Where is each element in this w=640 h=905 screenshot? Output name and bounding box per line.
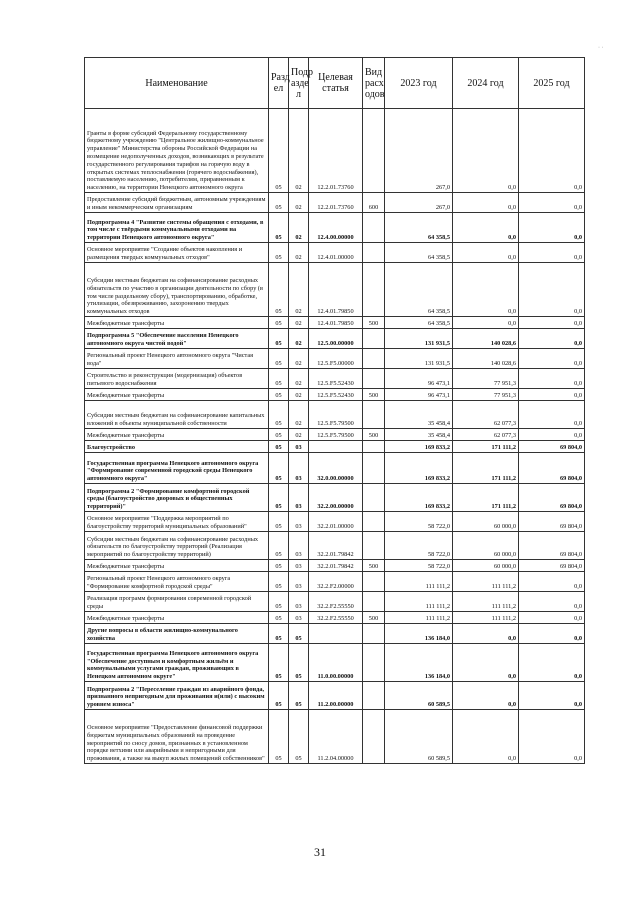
cell-2025: 0,0: [519, 263, 585, 317]
cell-target: 12.5.F5.00000: [309, 349, 363, 369]
cell-2025: 69 804,0: [519, 453, 585, 484]
cell-name: Другие вопросы в области жилищно-коммунального хозяйства: [85, 624, 269, 644]
cell-2025: 0,0: [519, 193, 585, 213]
cell-2025: 0,0: [519, 682, 585, 710]
cell-2025: 0,0: [519, 389, 585, 401]
table-row: [85, 329, 585, 349]
cell-name: Основное мероприятие "Поддержка мероприятий по благоустройству территорий муниципальных образований": [85, 512, 269, 532]
cell-name: Межбюджетные трансферты: [85, 429, 269, 441]
cell-target: 12.4.00.00000: [309, 213, 363, 243]
cell-2024: 60 000,0: [453, 512, 519, 532]
page-number: 31: [314, 845, 326, 859]
cell-vid: [363, 624, 385, 644]
cell-podrazdel: 02: [289, 109, 309, 193]
table-row: [85, 213, 585, 243]
cell-vid: [363, 453, 385, 484]
cell-razdel: 05: [269, 193, 289, 213]
cell-vid: [363, 263, 385, 317]
cell-name: Реализация программ формирования современной городской среды: [85, 592, 269, 612]
cell-2025: 69 804,0: [519, 560, 585, 572]
cell-razdel: 05: [269, 572, 289, 592]
cell-podrazdel: 03: [289, 512, 309, 532]
cell-name: Подпрограмма 2 "Формирование комфортной городской среды (благоустройство дворовых и общественных территорий)": [85, 484, 269, 512]
table-row: [85, 109, 585, 193]
budget-table: [84, 57, 585, 764]
cell-target: 12.5.00.00000: [309, 329, 363, 349]
cell-2024: 171 111,2: [453, 441, 519, 453]
cell-podrazdel: 03: [289, 453, 309, 484]
cell-target: [309, 624, 363, 644]
cell-2025: 0,0: [519, 710, 585, 764]
cell-podrazdel: 03: [289, 612, 309, 624]
cell-razdel: 05: [269, 429, 289, 441]
cell-name: Государственная программа Ненецкого автономного округа "Формирование современной городской среды Ненецкого автономного округа": [85, 453, 269, 484]
cell-target: 12.2.01.73760: [309, 193, 363, 213]
cell-2024: 62 077,3: [453, 401, 519, 429]
cell-2025: 0,0: [519, 429, 585, 441]
cell-vid: 500: [363, 560, 385, 572]
cell-2023: 131 931,5: [385, 329, 453, 349]
cell-2025: 0,0: [519, 109, 585, 193]
cell-2025: 0,0: [519, 592, 585, 612]
table-row: [85, 682, 585, 710]
cell-2025: 0,0: [519, 572, 585, 592]
cell-name: Подпрограмма 2 "Переселение граждан из аварийного фонда, признанного непригодным для проживания и(или) с высоким уровнем износа": [85, 682, 269, 710]
cell-2024: 60 000,0: [453, 560, 519, 572]
cell-podrazdel: 02: [289, 243, 309, 263]
cell-vid: [363, 484, 385, 512]
cell-target: 12.2.01.73760: [309, 109, 363, 193]
cell-2023: 35 458,4: [385, 401, 453, 429]
header-2023: 2023 год: [385, 58, 453, 109]
cell-2025: 0,0: [519, 644, 585, 682]
cell-2024: 0,0: [453, 193, 519, 213]
cell-razdel: 05: [269, 441, 289, 453]
header-2025: 2025 год: [519, 58, 585, 109]
cell-2024: 171 111,2: [453, 484, 519, 512]
table-row: [85, 644, 585, 682]
cell-2023: 111 111,2: [385, 592, 453, 612]
cell-2025: 69 804,0: [519, 484, 585, 512]
cell-podrazdel: 05: [289, 644, 309, 682]
header-razdel: Разд ел: [269, 58, 289, 109]
cell-vid: 500: [363, 317, 385, 329]
table-row: [85, 710, 585, 764]
cell-2024: 77 951,3: [453, 389, 519, 401]
cell-2023: 58 722,0: [385, 560, 453, 572]
cell-razdel: 05: [269, 484, 289, 512]
cell-podrazdel: 02: [289, 213, 309, 243]
cell-2024: 171 111,2: [453, 453, 519, 484]
cell-2023: 60 589,5: [385, 710, 453, 764]
cell-razdel: 05: [269, 512, 289, 532]
cell-name: Строительство и реконструкция (модернизация) объектов питьевого водоснабжения: [85, 369, 269, 389]
cell-vid: [363, 243, 385, 263]
cell-target: 12.5.F5.52430: [309, 389, 363, 401]
cell-razdel: 05: [269, 263, 289, 317]
cell-vid: [363, 401, 385, 429]
cell-2025: 0,0: [519, 369, 585, 389]
table-body: [85, 109, 585, 764]
table-row: [85, 317, 585, 329]
cell-name: Межбюджетные трансферты: [85, 612, 269, 624]
cell-name: Субсидии местным бюджетам на софинансирование расходных обязательств по благоустройству территорий (Реализация мероприятий по благоустройству территорий): [85, 532, 269, 560]
cell-vid: [363, 532, 385, 560]
cell-2025: 69 804,0: [519, 532, 585, 560]
cell-vid: [363, 329, 385, 349]
cell-name: Предоставление субсидий бюджетным, автономным учреждениям и иным некоммерческим организациям: [85, 193, 269, 213]
header-2024: 2024 год: [453, 58, 519, 109]
cell-vid: [363, 109, 385, 193]
cell-2023: 169 833,2: [385, 441, 453, 453]
table-row: [85, 429, 585, 441]
cell-2025: 0,0: [519, 329, 585, 349]
cell-name: Подпрограмма 4 "Развитие системы обращения с отходами, в том числе с твёрдыми коммунальными отходами на территории Ненецкого автономного округа": [85, 213, 269, 243]
header-podrazdel: Подр азде л: [289, 58, 309, 109]
table-row: [85, 193, 585, 213]
cell-2023: 64 358,5: [385, 263, 453, 317]
cell-razdel: 05: [269, 369, 289, 389]
cell-2023: 111 111,2: [385, 612, 453, 624]
cell-razdel: 05: [269, 560, 289, 572]
table-row: [85, 243, 585, 263]
cell-target: 12.4.01.79850: [309, 317, 363, 329]
cell-razdel: 05: [269, 389, 289, 401]
table-row: [85, 532, 585, 560]
cell-razdel: 05: [269, 592, 289, 612]
cell-podrazdel: 02: [289, 369, 309, 389]
cell-razdel: 05: [269, 624, 289, 644]
cell-podrazdel: 02: [289, 401, 309, 429]
cell-vid: [363, 441, 385, 453]
cell-2024: 0,0: [453, 644, 519, 682]
cell-name: Межбюджетные трансферты: [85, 560, 269, 572]
table-row: [85, 612, 585, 624]
cell-razdel: 05: [269, 243, 289, 263]
cell-name: Гранты в форме субсидий Федеральному государственному бюджетному учреждению "Центральное жилищно-коммунальное управление" Министерства обороны Российской Федерации на возмещение недополученных доходов, возникающих в результате государственного регулирования тарифов на горячую воду в открытых системах теплоснабжения (горячего водоснабжения), поставляемую населению, потребителям, приравненным к населению, на территории Ненецкого автономного округа: [85, 109, 269, 193]
cell-2024: 0,0: [453, 682, 519, 710]
cell-target: 12.4.01.79850: [309, 263, 363, 317]
cell-vid: 600: [363, 193, 385, 213]
cell-2025: 0,0: [519, 624, 585, 644]
cell-2024: 60 000,0: [453, 532, 519, 560]
header-vid: Вид расх одов: [363, 58, 385, 109]
cell-target: 12.4.01.00000: [309, 243, 363, 263]
cell-razdel: 05: [269, 710, 289, 764]
table-row: [85, 349, 585, 369]
cell-2024: 0,0: [453, 624, 519, 644]
table-row: [85, 369, 585, 389]
cell-vid: [363, 213, 385, 243]
cell-2023: 136 184,0: [385, 644, 453, 682]
cell-2025: 0,0: [519, 401, 585, 429]
cell-2023: 58 722,0: [385, 532, 453, 560]
cell-podrazdel: 05: [289, 624, 309, 644]
table-row: [85, 560, 585, 572]
cell-name: Региональный проект Ненецкого автономного округа "Чистая вода": [85, 349, 269, 369]
cell-target: 32.0.00.00000: [309, 453, 363, 484]
cell-2023: 64 358,5: [385, 317, 453, 329]
cell-name: Благоустройство: [85, 441, 269, 453]
table-row: [85, 441, 585, 453]
cell-target: 11.0.00.00000: [309, 644, 363, 682]
cell-2023: 64 358,5: [385, 243, 453, 263]
cell-2023: 35 458,4: [385, 429, 453, 441]
cell-vid: [363, 710, 385, 764]
cell-podrazdel: 03: [289, 572, 309, 592]
cell-target: 32.2.01.79842: [309, 560, 363, 572]
cell-vid: [363, 572, 385, 592]
table-row: [85, 401, 585, 429]
table-row: [85, 453, 585, 484]
table-row: [85, 572, 585, 592]
cell-razdel: 05: [269, 329, 289, 349]
header-target: Целевая статья: [309, 58, 363, 109]
table-row: [85, 512, 585, 532]
cell-name: Межбюджетные трансферты: [85, 317, 269, 329]
table-row: [85, 484, 585, 512]
cell-2025: 69 804,0: [519, 512, 585, 532]
cell-vid: [363, 644, 385, 682]
cell-vid: 500: [363, 429, 385, 441]
cell-vid: [363, 512, 385, 532]
cell-2025: 0,0: [519, 349, 585, 369]
cell-2025: 0,0: [519, 317, 585, 329]
cell-2023: 131 931,5: [385, 349, 453, 369]
cell-razdel: 05: [269, 317, 289, 329]
cell-2024: 0,0: [453, 710, 519, 764]
cell-podrazdel: 03: [289, 592, 309, 612]
table-row: [85, 389, 585, 401]
cell-name: Региональный проект Ненецкого автономного округа "Формирование комфортной городской среды": [85, 572, 269, 592]
cell-2023: 58 722,0: [385, 512, 453, 532]
cell-target: 12.5.F5.52430: [309, 369, 363, 389]
cell-2023: 169 833,2: [385, 484, 453, 512]
cell-target: 12.5.F5.79500: [309, 429, 363, 441]
cell-2025: 0,0: [519, 612, 585, 624]
cell-target: 11.2.00.00000: [309, 682, 363, 710]
cell-2024: 0,0: [453, 263, 519, 317]
cell-podrazdel: 05: [289, 682, 309, 710]
cell-2024: 0,0: [453, 317, 519, 329]
cell-name: Основное мероприятие "Создание объектов накопления и размещения твердых коммунальных отходов": [85, 243, 269, 263]
cell-2024: 140 028,6: [453, 329, 519, 349]
cell-target: [309, 441, 363, 453]
cell-target: 32.2.F2.55550: [309, 612, 363, 624]
cell-2025: 0,0: [519, 213, 585, 243]
cell-vid: [363, 592, 385, 612]
cell-2023: 96 473,1: [385, 369, 453, 389]
cell-2024: 0,0: [453, 109, 519, 193]
cell-podrazdel: 03: [289, 484, 309, 512]
cell-name: Субсидии местным бюджетам на софинансирование капитальных вложений в объекты муниципальной собственности: [85, 401, 269, 429]
cell-name: Государственная программа Ненецкого автономного округа "Обеспечение доступным и комфортным жильём и коммунальными услугами граждан, проживающих в Ненецком автономном округе": [85, 644, 269, 682]
cell-target: 11.2.04.00000: [309, 710, 363, 764]
cell-target: 32.2.F2.55550: [309, 592, 363, 612]
cell-2023: 267,0: [385, 193, 453, 213]
cell-razdel: 05: [269, 532, 289, 560]
cell-razdel: 05: [269, 109, 289, 193]
cell-name: Межбюджетные трансферты: [85, 389, 269, 401]
cell-2025: 69 804,0: [519, 441, 585, 453]
cell-2025: 0,0: [519, 243, 585, 263]
cell-podrazdel: 02: [289, 389, 309, 401]
cell-podrazdel: 02: [289, 429, 309, 441]
cell-2023: 60 589,5: [385, 682, 453, 710]
table-row: [85, 624, 585, 644]
cell-razdel: 05: [269, 644, 289, 682]
cell-2024: 111 111,2: [453, 612, 519, 624]
cell-podrazdel: 02: [289, 317, 309, 329]
cell-vid: [363, 349, 385, 369]
cell-podrazdel: 02: [289, 193, 309, 213]
cell-2023: 169 833,2: [385, 453, 453, 484]
table-row: [85, 592, 585, 612]
cell-2024: 77 951,3: [453, 369, 519, 389]
cell-name: Субсидии местным бюджетам на софинансирование расходных обязательств по участию в организации деятельности по сбору (в том числе раздельному сбору), транспортированию, обработке, утилизации, обезвреживанию, захоронению твердых коммунальных отходов: [85, 263, 269, 317]
cell-2023: 64 358,5: [385, 213, 453, 243]
cell-razdel: 05: [269, 401, 289, 429]
cell-2024: 111 111,2: [453, 592, 519, 612]
cell-2024: 140 028,6: [453, 349, 519, 369]
table-header-row: [85, 58, 585, 109]
cell-target: 32.2.01.00000: [309, 512, 363, 532]
cell-razdel: 05: [269, 682, 289, 710]
cell-podrazdel: 02: [289, 329, 309, 349]
cell-podrazdel: 02: [289, 349, 309, 369]
cell-podrazdel: 03: [289, 560, 309, 572]
cell-2024: 62 077,3: [453, 429, 519, 441]
cell-2024: 0,0: [453, 243, 519, 263]
corner-mark: · ·: [598, 45, 604, 51]
cell-vid: [363, 682, 385, 710]
cell-razdel: 05: [269, 612, 289, 624]
cell-target: 32.2.00.00000: [309, 484, 363, 512]
cell-2023: 96 473,1: [385, 389, 453, 401]
cell-2023: 267,0: [385, 109, 453, 193]
cell-2024: 111 111,2: [453, 572, 519, 592]
cell-razdel: 05: [269, 453, 289, 484]
cell-vid: [363, 369, 385, 389]
header-name: Наименование: [85, 58, 269, 109]
cell-2023: 136 184,0: [385, 624, 453, 644]
cell-podrazdel: 03: [289, 441, 309, 453]
cell-vid: 500: [363, 389, 385, 401]
cell-2023: 111 111,2: [385, 572, 453, 592]
cell-podrazdel: 05: [289, 710, 309, 764]
cell-razdel: 05: [269, 349, 289, 369]
cell-target: 32.2.F2.00000: [309, 572, 363, 592]
cell-podrazdel: 03: [289, 532, 309, 560]
cell-name: Основное мероприятие "Предоставление финансовой поддержки бюджетам муниципальных образований на проведение мероприятий по сносу домов, признанных в установленном порядке ветхими или аварийными и непригодными для проживания, а также на выкуп жилых помещений собственников": [85, 710, 269, 764]
cell-razdel: 05: [269, 213, 289, 243]
cell-target: 32.2.01.79842: [309, 532, 363, 560]
table-row: [85, 263, 585, 317]
cell-podrazdel: 02: [289, 263, 309, 317]
cell-target: 12.5.F5.79500: [309, 401, 363, 429]
cell-vid: 500: [363, 612, 385, 624]
cell-name: Подпрограмма 5 "Обеспечение населения Ненецкого автономного округа чистой водой": [85, 329, 269, 349]
cell-2024: 0,0: [453, 213, 519, 243]
